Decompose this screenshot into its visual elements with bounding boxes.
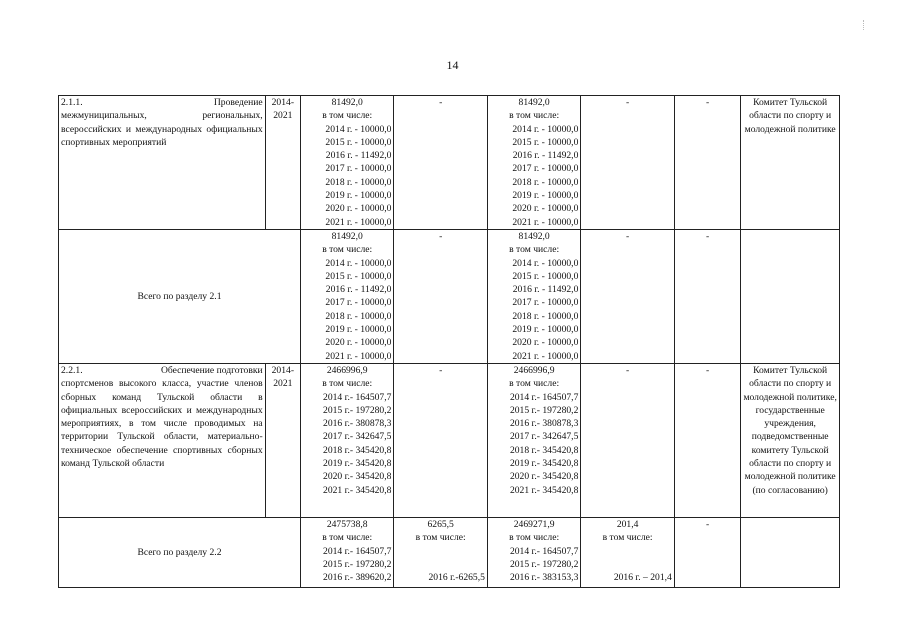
amount-subheading: в том числе: [322, 244, 373, 256]
activity-cell [59, 96, 266, 230]
page-number: 14 [446, 58, 459, 72]
budget-table [58, 95, 840, 588]
activity-code: 2.1.1. [61, 97, 83, 108]
amount-total: 2466996,9 [326, 365, 368, 376]
regional-cell [487, 96, 580, 230]
activity-title-first: Проведение [213, 97, 263, 108]
amount-year-line: 2016 г. – 201,4 [613, 572, 672, 584]
federal-cell: - [394, 364, 487, 518]
section-total-label: Всего по разделу 2.1 [59, 230, 301, 364]
amount-year-line: 2018 г. - 10000,0 [512, 176, 579, 188]
amount-year-line: 2014 г.- 164507,7 [509, 545, 579, 557]
table-row-2-2-1 [59, 364, 840, 518]
amount-year-line: 2015 г.- 197280,2 [509, 404, 579, 416]
amount-year-line: 2016 г. - 11492,0 [512, 284, 579, 296]
amount-year-line: 2018 г.- 345420,8 [323, 444, 392, 456]
amount-total: 81492,0 [331, 231, 363, 242]
section-total-label: Всего по разделу 2.2 [59, 518, 301, 588]
municipal-cell: - [581, 230, 674, 364]
amount-year-line: 2015 г.- 197280,2 [323, 558, 392, 570]
amount-total: 201,4 [616, 519, 639, 530]
amount-year-line: 2015 г.- 197280,2 [509, 558, 579, 570]
period-cell: 2014- 2021 [265, 96, 300, 230]
amount-total: 81492,0 [518, 231, 550, 242]
amount-subheading: в том числе: [322, 532, 373, 544]
federal-cell: - [394, 96, 487, 230]
amount-year-line: 2014 г.- 164507,7 [509, 391, 579, 403]
amount-year-line: 2021 г.- 345420,8 [509, 484, 579, 496]
amount-total: 2475738,8 [326, 519, 368, 530]
amount-year-line: 2015 г.- 197280,2 [323, 404, 392, 416]
amount-year-line: 2014 г. - 10000,0 [325, 257, 392, 269]
table-row-total-2-1 [59, 230, 840, 364]
amount-total: 2466996,9 [513, 365, 555, 376]
activity-code: 2.2.1. [61, 365, 83, 376]
executor-cell: Комитет Тульской области по спорту и молодежной политике [741, 96, 840, 230]
amount-year-line: 2018 г.- 345420,8 [509, 444, 579, 456]
amount-year-line: 2016 г. - 11492,0 [512, 150, 579, 162]
amount-year-line: 2017 г.- 342647,5 [323, 431, 392, 443]
amount-year-line: 2017 г. - 10000,0 [325, 163, 392, 175]
amount-year-line: 2019 г.- 345420,8 [509, 458, 579, 470]
amount-year-line: 2018 г. - 10000,0 [325, 176, 392, 188]
total-cell [300, 230, 393, 364]
amount-year-line: 2020 г.- 345420,8 [323, 471, 392, 483]
amount-subheading: в том числе: [322, 110, 373, 122]
amount-year-line: 2021 г. - 10000,0 [512, 216, 579, 228]
amount-year-line [396, 558, 484, 571]
amount-year-line: 2014 г.- 164507,7 [323, 391, 392, 403]
amount-total: 81492,0 [518, 97, 550, 108]
amount-year-line: 2017 г.- 342647,5 [509, 431, 579, 443]
amount-year-line [396, 545, 484, 558]
amount-year-line: 2020 г. - 10000,0 [325, 203, 392, 215]
amount-year-line: 2019 г.- 345420,8 [323, 458, 392, 470]
extrabudget-cell: - [674, 364, 740, 518]
executor-cell [741, 518, 840, 588]
total-cell [300, 518, 393, 588]
amount-year-line: 2021 г.- 345420,8 [323, 484, 392, 496]
extrabudget-cell: - [674, 96, 740, 230]
executor-cell [741, 230, 840, 364]
amount-year-line: 2016 г.- 383153,3 [509, 572, 579, 584]
amount-year-line: 2020 г.- 345420,8 [509, 471, 579, 483]
amount-year-line: 2019 г. - 10000,0 [512, 190, 579, 202]
total-cell [300, 364, 393, 518]
regional-cell [487, 230, 580, 364]
amount-total: 6265,5 [427, 519, 454, 530]
federal-cell [394, 518, 487, 588]
regional-cell [487, 364, 580, 518]
municipal-cell: - [581, 364, 674, 518]
amount-subheading: в том числе: [509, 532, 560, 544]
activity-first-line [61, 96, 263, 109]
extrabudget-cell: - [674, 518, 740, 588]
amount-year-line: 2021 г. - 10000,0 [325, 216, 392, 228]
amount-year-line: 2019 г. - 10000,0 [325, 190, 392, 202]
amount-year-line: 2014 г. - 10000,0 [325, 123, 392, 135]
amount-subheading: в том числе: [322, 378, 373, 390]
amount-year-line: 2018 г. - 10000,0 [512, 310, 579, 322]
activity-first-line [61, 364, 263, 377]
amount-year-line: 2017 г. - 10000,0 [325, 297, 392, 309]
amount-year-line: 2014 г. - 10000,0 [512, 257, 579, 269]
amount-total: 2469271,9 [513, 519, 555, 530]
municipal-cell [581, 518, 674, 588]
amount-year-line: 2020 г. - 10000,0 [325, 337, 392, 349]
executor-cell: Комитет Тульской области по спорту и молодежной политике, государственные учреждения, подведомственные комитету Тульской области по спорту и молодежной политике (по согласованию) [741, 364, 840, 518]
amount-year-line: 2015 г. - 10000,0 [325, 136, 392, 148]
amount-year-line: 2019 г. - 10000,0 [512, 324, 579, 336]
amount-year-line: 2017 г. - 10000,0 [512, 163, 579, 175]
amount-year-line: 2021 г. - 10000,0 [512, 350, 579, 362]
amount-year-line: 2016 г.- 380878,3 [509, 418, 579, 430]
amount-year-line: 2016 г. - 11492,0 [325, 150, 392, 162]
municipal-cell: - [581, 96, 674, 230]
amount-year-line [583, 558, 671, 571]
extrabudget-cell: - [674, 230, 740, 364]
period-cell: 2014- 2021 [265, 364, 300, 518]
regional-cell [487, 518, 580, 588]
amount-year-line: 2018 г. - 10000,0 [325, 310, 392, 322]
amount-subheading: в том числе: [509, 378, 560, 390]
table-row-total-2-2 [59, 518, 840, 588]
amount-year-line: 2020 г. - 10000,0 [512, 203, 579, 215]
amount-year-line [583, 545, 671, 558]
amount-subheading: в том числе: [509, 110, 560, 122]
activity-title: спортсменов высокого класса, участие членов сборных команд Тульской области в официальных всероссийских и международных мероприятиях, в том числе проводимых на территории Тульской области, материально-техническое обеспечение спортивных сборных команд Тульской области [61, 378, 263, 470]
scan-mark [863, 20, 865, 30]
amount-year-line: 2019 г. - 10000,0 [325, 324, 392, 336]
amount-subheading: в том числе: [602, 532, 653, 544]
amount-year-line: 2016 г.- 389620,2 [323, 572, 392, 584]
amount-year-line: 2017 г. - 10000,0 [512, 297, 579, 309]
amount-subheading: в том числе: [509, 244, 560, 256]
amount-total: 81492,0 [331, 97, 363, 108]
amount-year-line: 2015 г. - 10000,0 [512, 270, 579, 282]
activity-title: межмуниципальных, региональных, всероссийских и международных официальных спортивных мероприятий [61, 110, 263, 148]
amount-year-line: 2014 г.- 164507,7 [323, 545, 392, 557]
amount-year-line: 2021 г. - 10000,0 [325, 350, 392, 362]
amount-subheading: в том числе: [415, 532, 466, 544]
activity-title-first: Обеспечение подготовки [160, 365, 263, 376]
amount-year-line: 2014 г. - 10000,0 [512, 123, 579, 135]
federal-cell: - [394, 230, 487, 364]
amount-year-line: 2020 г. - 10000,0 [512, 337, 579, 349]
amount-year-line: 2016 г. - 11492,0 [325, 284, 392, 296]
total-cell [300, 96, 393, 230]
table-row-2-1-1 [59, 96, 840, 230]
amount-year-line: 2016 г.-6265,5 [428, 572, 485, 584]
amount-year-line: 2015 г. - 10000,0 [512, 136, 579, 148]
amount-year-line: 2015 г. - 10000,0 [325, 270, 392, 282]
activity-cell [59, 364, 266, 518]
amount-year-line: 2016 г.- 380878,3 [323, 418, 392, 430]
